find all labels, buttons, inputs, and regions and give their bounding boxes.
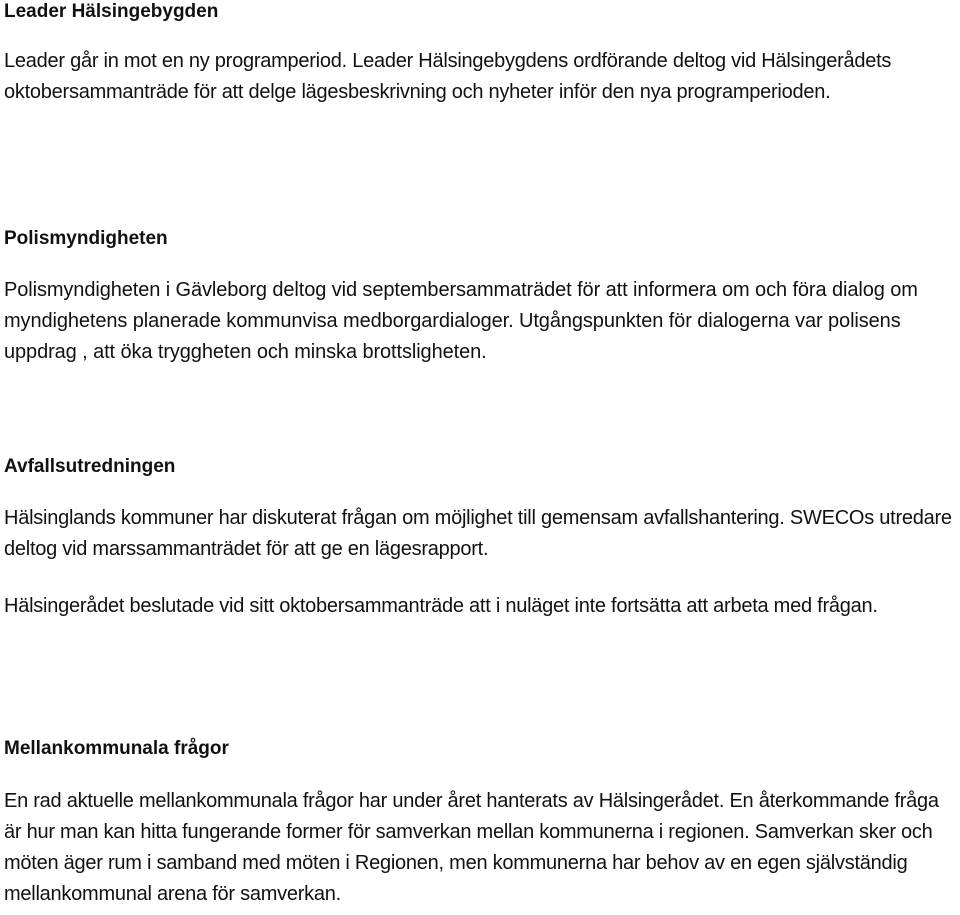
section-paragraph-avfallsutredningen-1: Hälsinglands kommuner har diskuterat frågan om möjlighet till gemensam avfallshantering. SWECOs utredare deltog vid marssammanträdet för att ge en lägesrapport. (4, 507, 952, 560)
section-heading-leader: Leader Hälsingebygden (4, 1, 219, 22)
section-paragraph-avfallsutredningen-2: Hälsingerådet beslutade vid sitt oktobersammanträde att i nuläget inte fortsätta att arbeta med frågan. (4, 595, 878, 617)
section-heading-avfallsutredningen: Avfallsutredningen (4, 456, 176, 477)
section-paragraph-mellankommunala: En rad aktuelle mellankommunala frågor har under året hanterats av Hälsingerådet. En återkommande fråga är hur man kan hitta fungerande former för samverkan mellan kommunerna i regionen. Samverkan sker och möten äger rum i samband med möten i Regionen, men kommunerna har behov av en egen självständig mellankommunal arena för samverkan. (4, 790, 939, 905)
section-paragraph-leader: Leader går in mot en ny programperiod. Leader Hälsingebygdens ordförande deltog vid Hälsingerådets oktobersammanträde för att delge lägesbeskrivning och nyheter inför den nya programperioden. (4, 50, 892, 103)
section-paragraph-polismyndigheten: Polismyndigheten i Gävleborg deltog vid septembersammaträdet för att informera om och föra dialog om myndighetens planerade kommunvisa medborgardialoger. Utgångspunkten för dialogerna var polisens uppdrag , att öka tryggheten och minska brottsligheten. (4, 279, 918, 363)
section-heading-mellankommunala: Mellankommunala frågor (4, 738, 229, 759)
section-heading-polismyndigheten: Polismyndigheten (4, 228, 168, 249)
